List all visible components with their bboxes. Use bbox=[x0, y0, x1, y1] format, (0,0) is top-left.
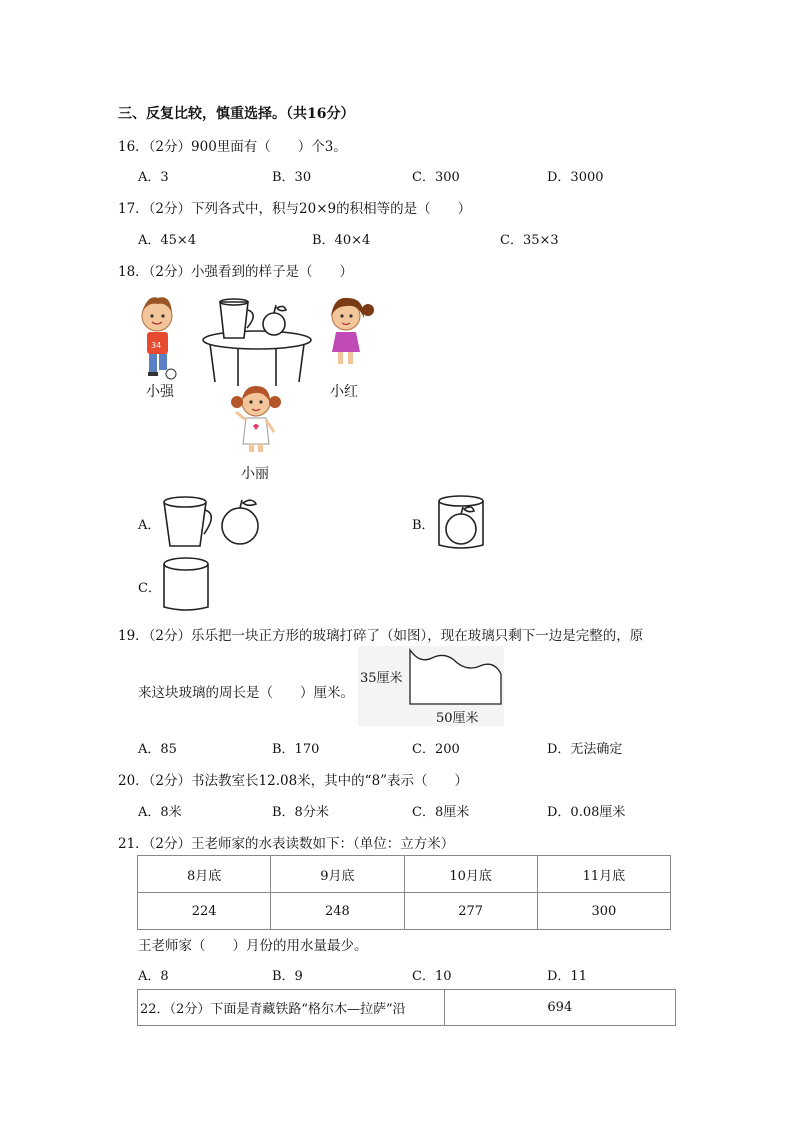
q20-option-c[interactable]: C．8厘米 bbox=[412, 805, 470, 820]
q16-option-b[interactable]: B．30 bbox=[272, 170, 312, 185]
q16-option-d[interactable]: D．3000 bbox=[547, 170, 604, 185]
q19-option-d[interactable]: D．无法确定 bbox=[547, 742, 623, 757]
table-cell: 224 bbox=[138, 893, 271, 930]
table-header-row bbox=[138, 856, 671, 893]
table-header-cell: 11月底 bbox=[537, 856, 670, 893]
question-19-stem-line2: 来这块玻璃的周长是（ ）厘米。 bbox=[138, 685, 354, 701]
label-xiaoli: 小丽 bbox=[241, 466, 269, 482]
label-35cm: 35厘米 bbox=[360, 671, 403, 686]
label-50cm: 50厘米 bbox=[436, 711, 479, 726]
q19-option-c[interactable]: C．200 bbox=[412, 742, 460, 757]
table-header-cell: 10月底 bbox=[404, 856, 537, 893]
question-22-table bbox=[137, 989, 676, 1026]
q21-option-c[interactable]: C．10 bbox=[412, 969, 452, 984]
q17-option-c[interactable]: C．35×3 bbox=[500, 233, 559, 248]
water-meter-table bbox=[137, 855, 671, 930]
question-18-stem: 18．（2分）小强看到的样子是（ ） bbox=[118, 264, 354, 280]
question-22-stem: 22．（2分）下面是青藏铁路“格尔木—拉萨”沿 bbox=[138, 990, 445, 1026]
q18-option-c-image[interactable] bbox=[160, 556, 212, 614]
question-21-question: 王老师家（ ）月份的用水量最少。 bbox=[138, 938, 368, 954]
table-row bbox=[138, 893, 671, 930]
q18-option-c-label[interactable]: C． bbox=[138, 581, 161, 596]
q20-option-b[interactable]: B．8分米 bbox=[272, 805, 329, 820]
table-header-cell: 9月底 bbox=[271, 856, 404, 893]
question-19-stem-line1: 19．（2分）乐乐把一块正方形的玻璃打碎了（如图），现在玻璃只剩下一边是完整的，原 bbox=[118, 628, 644, 644]
table-cell: 277 bbox=[404, 893, 537, 930]
table-cell: 300 bbox=[537, 893, 670, 930]
q20-option-a[interactable]: A．8米 bbox=[138, 805, 182, 820]
q19-option-b[interactable]: B．170 bbox=[272, 742, 320, 757]
q18-option-b-image[interactable] bbox=[436, 494, 486, 552]
q18-option-b-label[interactable]: B． bbox=[412, 518, 435, 533]
q18-option-a-image[interactable] bbox=[160, 494, 264, 550]
question-16-stem: 16．（2分）900里面有（ ）个3。 bbox=[118, 139, 347, 155]
table-cell: 694 bbox=[444, 990, 675, 1026]
label-xiaohong: 小红 bbox=[330, 384, 358, 400]
question-21-stem: 21．（2分）王老师家的水表读数如下：（单位：立方米） bbox=[118, 836, 455, 852]
boy-shirt-number: 34 bbox=[151, 341, 162, 350]
q20-option-d[interactable]: D．0.08厘米 bbox=[547, 805, 626, 820]
q21-option-b[interactable]: B．9 bbox=[272, 969, 303, 984]
q18-option-a-label[interactable]: A． bbox=[138, 518, 161, 533]
q17-option-a[interactable]: A．45×4 bbox=[138, 233, 197, 248]
section-title: 三、反复比较，慎重选择。（共16分） bbox=[118, 106, 355, 122]
q16-option-c[interactable]: C．300 bbox=[412, 170, 460, 185]
table-cell: 248 bbox=[271, 893, 404, 930]
q16-option-a[interactable]: A．3 bbox=[138, 170, 169, 185]
q19-broken-glass-figure bbox=[358, 646, 504, 726]
q17-option-b[interactable]: B．40×4 bbox=[312, 233, 371, 248]
label-xiaoqiang: 小强 bbox=[146, 384, 174, 400]
question-17-stem: 17．（2分）下列各式中，积与20×9的积相等的是（ ） bbox=[118, 201, 472, 217]
q21-option-d[interactable]: D．11 bbox=[547, 969, 587, 984]
table-row bbox=[138, 990, 676, 1026]
q21-option-a[interactable]: A．8 bbox=[138, 969, 169, 984]
table-header-cell: 8月底 bbox=[138, 856, 271, 893]
question-20-stem: 20．（2分）书法教室长12.08米，其中的“8”表示（ ） bbox=[118, 773, 469, 789]
q19-option-a[interactable]: A．85 bbox=[138, 742, 177, 757]
